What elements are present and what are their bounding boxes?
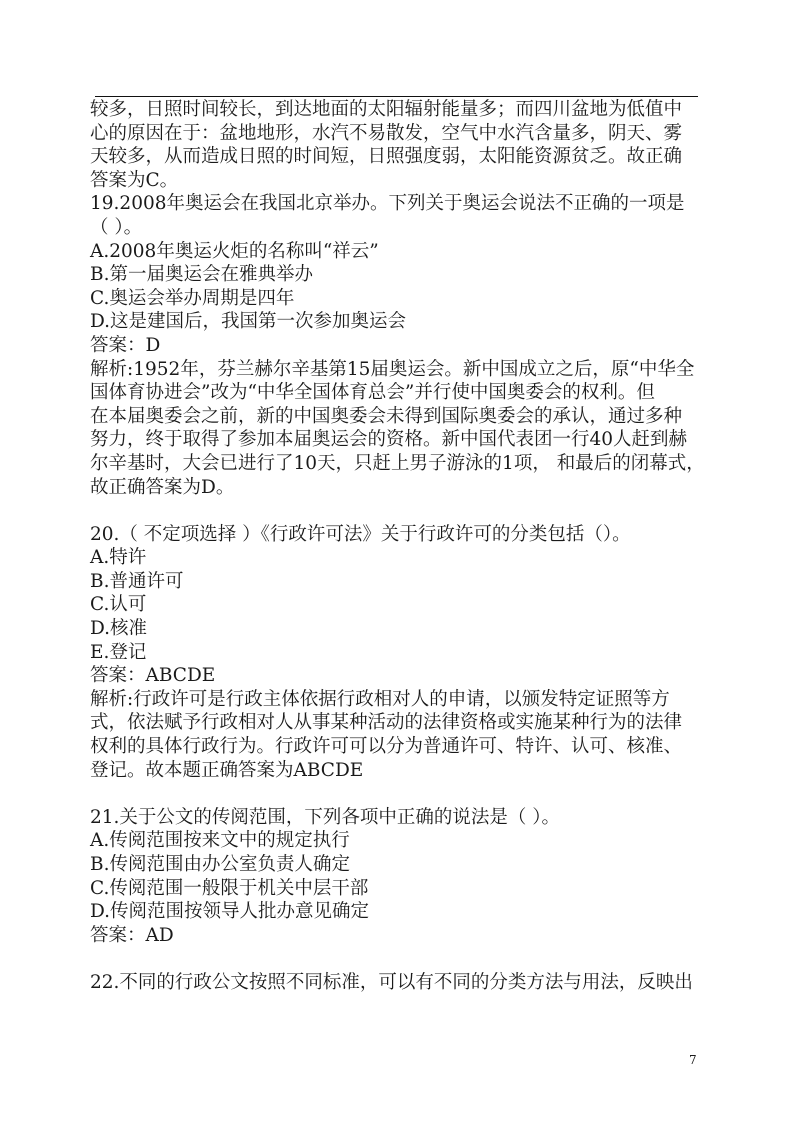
explanation-line: 登记。故本题正确答案为ABCDE <box>90 759 364 781</box>
spacer <box>90 499 705 523</box>
text-line: 答案为C。 <box>90 169 179 191</box>
intro-explanation <box>90 98 705 192</box>
explanation-line: 故正确答案为D。 <box>90 476 235 498</box>
explanation-line: 努力，终于取得了参加本届奥运会的资格。新中国代表团一行40人赶到赫 <box>90 429 688 451</box>
explanation-line: 解析:行政许可是行政主体依据行政相对人的申请，以颁发特定证照等方 <box>90 688 670 710</box>
question-22 <box>90 971 705 995</box>
option-e: E.登记 <box>90 641 147 663</box>
explanation-line: 尔辛基时，大会已进行了10天，只赶上男子游泳的1项， 和最后的闭幕式， <box>90 452 705 474</box>
option-d: D.这是建国后，我国第一次参加奥运会 <box>90 311 407 333</box>
explanation-line: 权利的具体行政行为。行政许可可以分为普通许可、特许、认可、核准、 <box>90 736 683 758</box>
question-stem: （ ）。 <box>90 216 143 238</box>
header-rule <box>95 96 698 97</box>
option-d: D.传阅范围按领导人批办意见确定 <box>90 901 370 923</box>
question-20 <box>90 523 705 783</box>
option-a: A.传阅范围按来文中的规定执行 <box>90 830 350 852</box>
spacer <box>90 782 705 806</box>
explanation-line: 解析:1952年，芬兰赫尔辛基第15届奥运会。新中国成立之后，原“中华全 <box>90 358 695 380</box>
option-c: C.传阅范围一般限于机关中层干部 <box>90 877 369 899</box>
text-line: 心的原因在于：盆地地形，水汽不易散发，空气中水汽含量多，阴天、雾 <box>90 122 683 144</box>
answer: 答案：ABCDE <box>90 665 216 687</box>
option-b: B.普通许可 <box>90 570 184 592</box>
question-21 <box>90 806 705 948</box>
explanation-line: 国体育协进会”改为“中华全国体育总会”并行使中国奥委会的权利。但 <box>90 382 655 404</box>
question-stem: 19.2008年奥运会在我国北京举办。下列关于奥运会说法不正确的一项是 <box>90 193 685 215</box>
question-stem: 21.关于公文的传阅范围，下列各项中正确的说法是（ ）。 <box>90 806 561 828</box>
text-line: 较多，日照时间较长，到达地面的太阳辐射能量多；而四川盆地为低值中 <box>90 99 683 120</box>
option-a: A.特许 <box>90 547 147 569</box>
option-c: C.认可 <box>90 594 147 616</box>
option-a: A.2008年奥运火炬的名称叫“祥云” <box>90 240 379 262</box>
question-stem: 22.不同的行政公文按照不同标准，可以有不同的分类方法与用法，反映出 <box>90 971 693 993</box>
option-b: B.第一届奥运会在雅典举办 <box>90 264 313 286</box>
text-line: 天较多，从而造成日照的时间短，日照强度弱，太阳能资源贫乏。故正确 <box>90 146 683 168</box>
page-number: 7 <box>689 1053 697 1067</box>
explanation-line: 在本届奥委会之前，新的中国奥委会未得到国际奥委会的承认，通过多种 <box>90 405 683 427</box>
page-content <box>90 98 705 995</box>
answer: 答案：D <box>90 334 161 356</box>
option-c: C.奥运会举办周期是四年 <box>90 287 295 309</box>
question-stem: 20.（ 不定项选择 ）《行政许可法》关于行政许可的分类包括（）。 <box>90 523 631 545</box>
question-19 <box>90 192 705 499</box>
spacer <box>90 947 705 971</box>
answer: 答案：AD <box>90 924 174 946</box>
explanation-line: 式，依法赋予行政相对人从事某种活动的法律资格或实施某种行为的法律 <box>90 712 683 734</box>
option-b: B.传阅范围由办公室负责人确定 <box>90 854 350 875</box>
option-d: D.核准 <box>90 618 148 640</box>
